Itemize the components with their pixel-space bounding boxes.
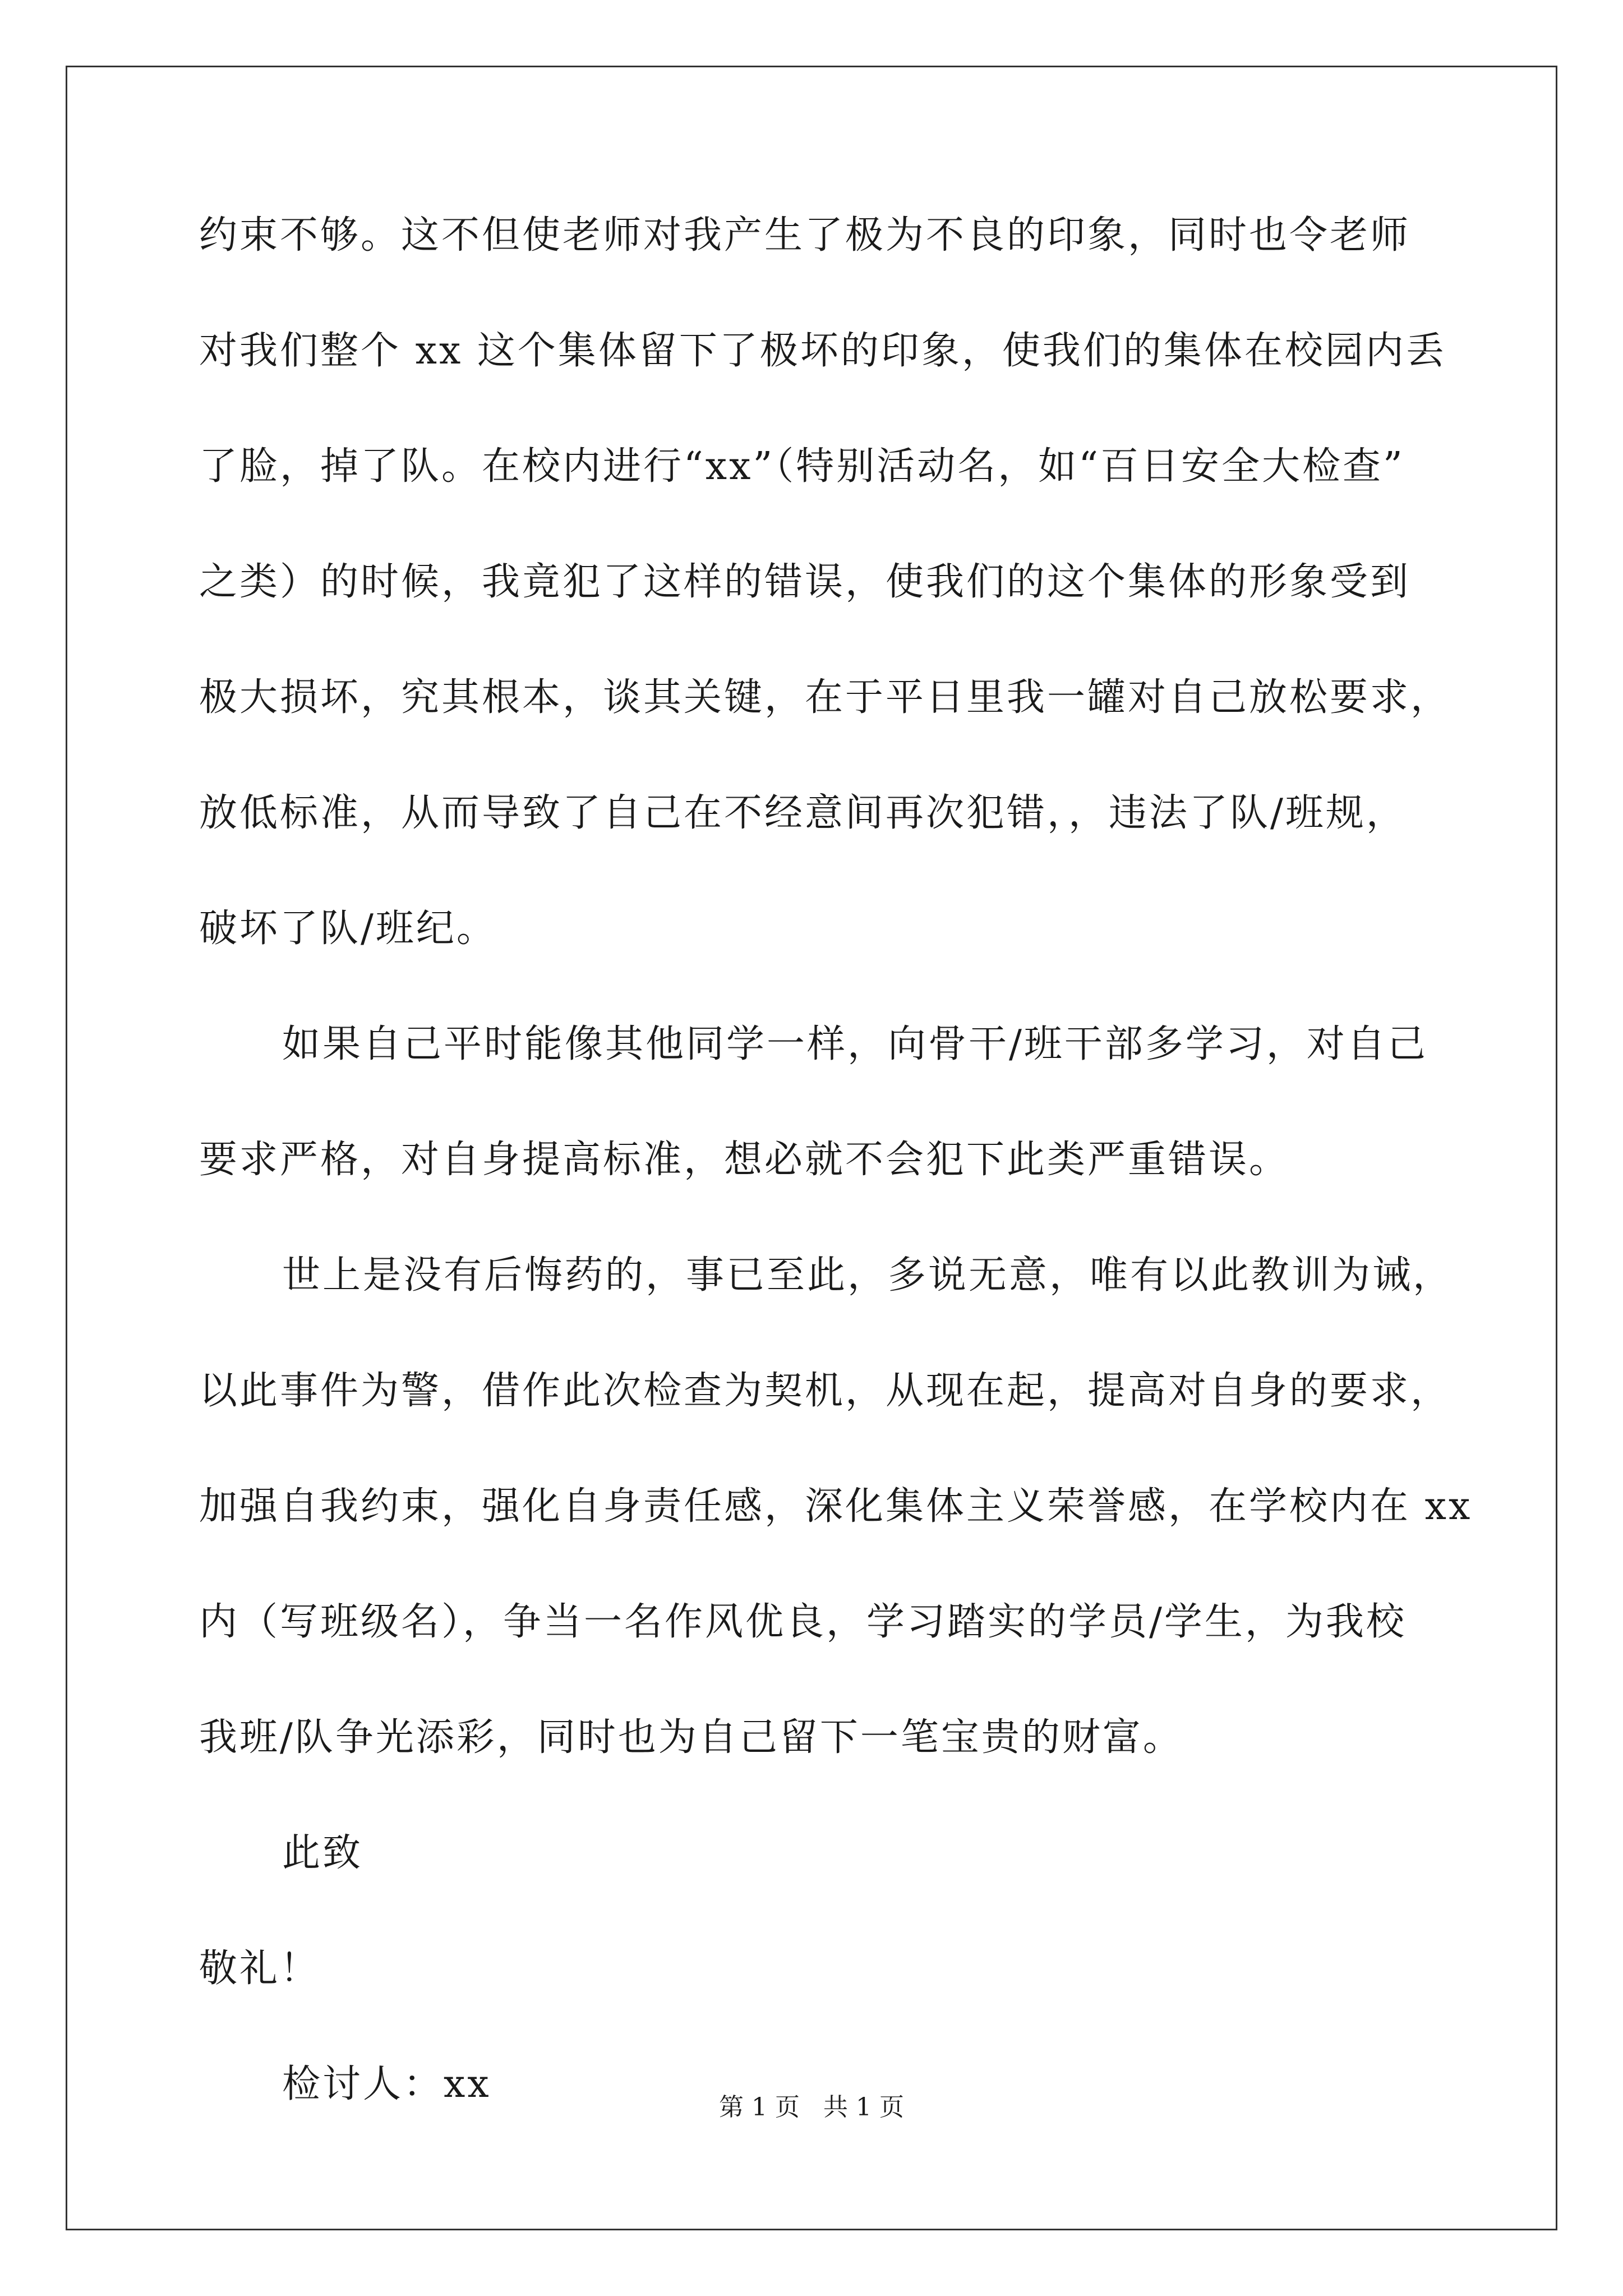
- text-line: 之类）的时候，我竟犯了这样的错误，使我们的这个集体的形象受到: [199, 560, 1411, 604]
- page-number: 第 1 页: [719, 2093, 800, 2122]
- text-line: 如果自己平时能像其他同学一样，向骨干/班干部多学习，对自己: [282, 1022, 1428, 1066]
- page-footer: [0, 2092, 1623, 2123]
- text-line: 内（写班级名），争当一名作风优良，学习踏实的学员/学生，为我校: [199, 1600, 1407, 1644]
- text-line: 加强自我约束，强化自身责任感，深化集体主义荣誉感，在学校内在 xx: [199, 1484, 1473, 1529]
- text-line: 要求严格，对自身提高标准，想必就不会犯下此类严重错误。: [199, 1138, 1290, 1182]
- text-line: 破坏了队/班纪。: [199, 907, 497, 951]
- text-line: 世上是没有后悔药的，事已至此，多说无意，唯有以此教训为诫，: [282, 1253, 1454, 1297]
- text-line: 我班/队争光添彩，同时也为自己留下一笔宝贵的财富。: [199, 1715, 1183, 1760]
- closing-line: 此致: [282, 1831, 363, 1875]
- text-line: 对我们整个 xx 这个集体留下了极坏的印象，使我们的集体在校园内丢: [199, 329, 1446, 373]
- signature-line: 检讨人：xx: [282, 2062, 491, 2106]
- text-line: 放低标准，从而导致了自己在不经意间再次犯错，，违法了队/班规，: [199, 791, 1407, 835]
- text-line: 以此事件为警，借作此次检查为契机，从现在起，提高对自身的要求，: [199, 1369, 1451, 1413]
- text-line: 了脸，掉了队。在校内进行“xx”（特别活动名，如“百日安全大检查”: [199, 444, 1405, 489]
- page-total: 共 1 页: [823, 2093, 904, 2122]
- text-line: 极大损坏，究其根本，谈其关键，在于平日里我一罐对自己放松要求，: [199, 675, 1451, 720]
- salute-line: 敬礼！: [199, 1947, 321, 1991]
- text-line: 约束不够。这不但使老师对我产生了极为不良的印象，同时也令老师: [199, 213, 1411, 257]
